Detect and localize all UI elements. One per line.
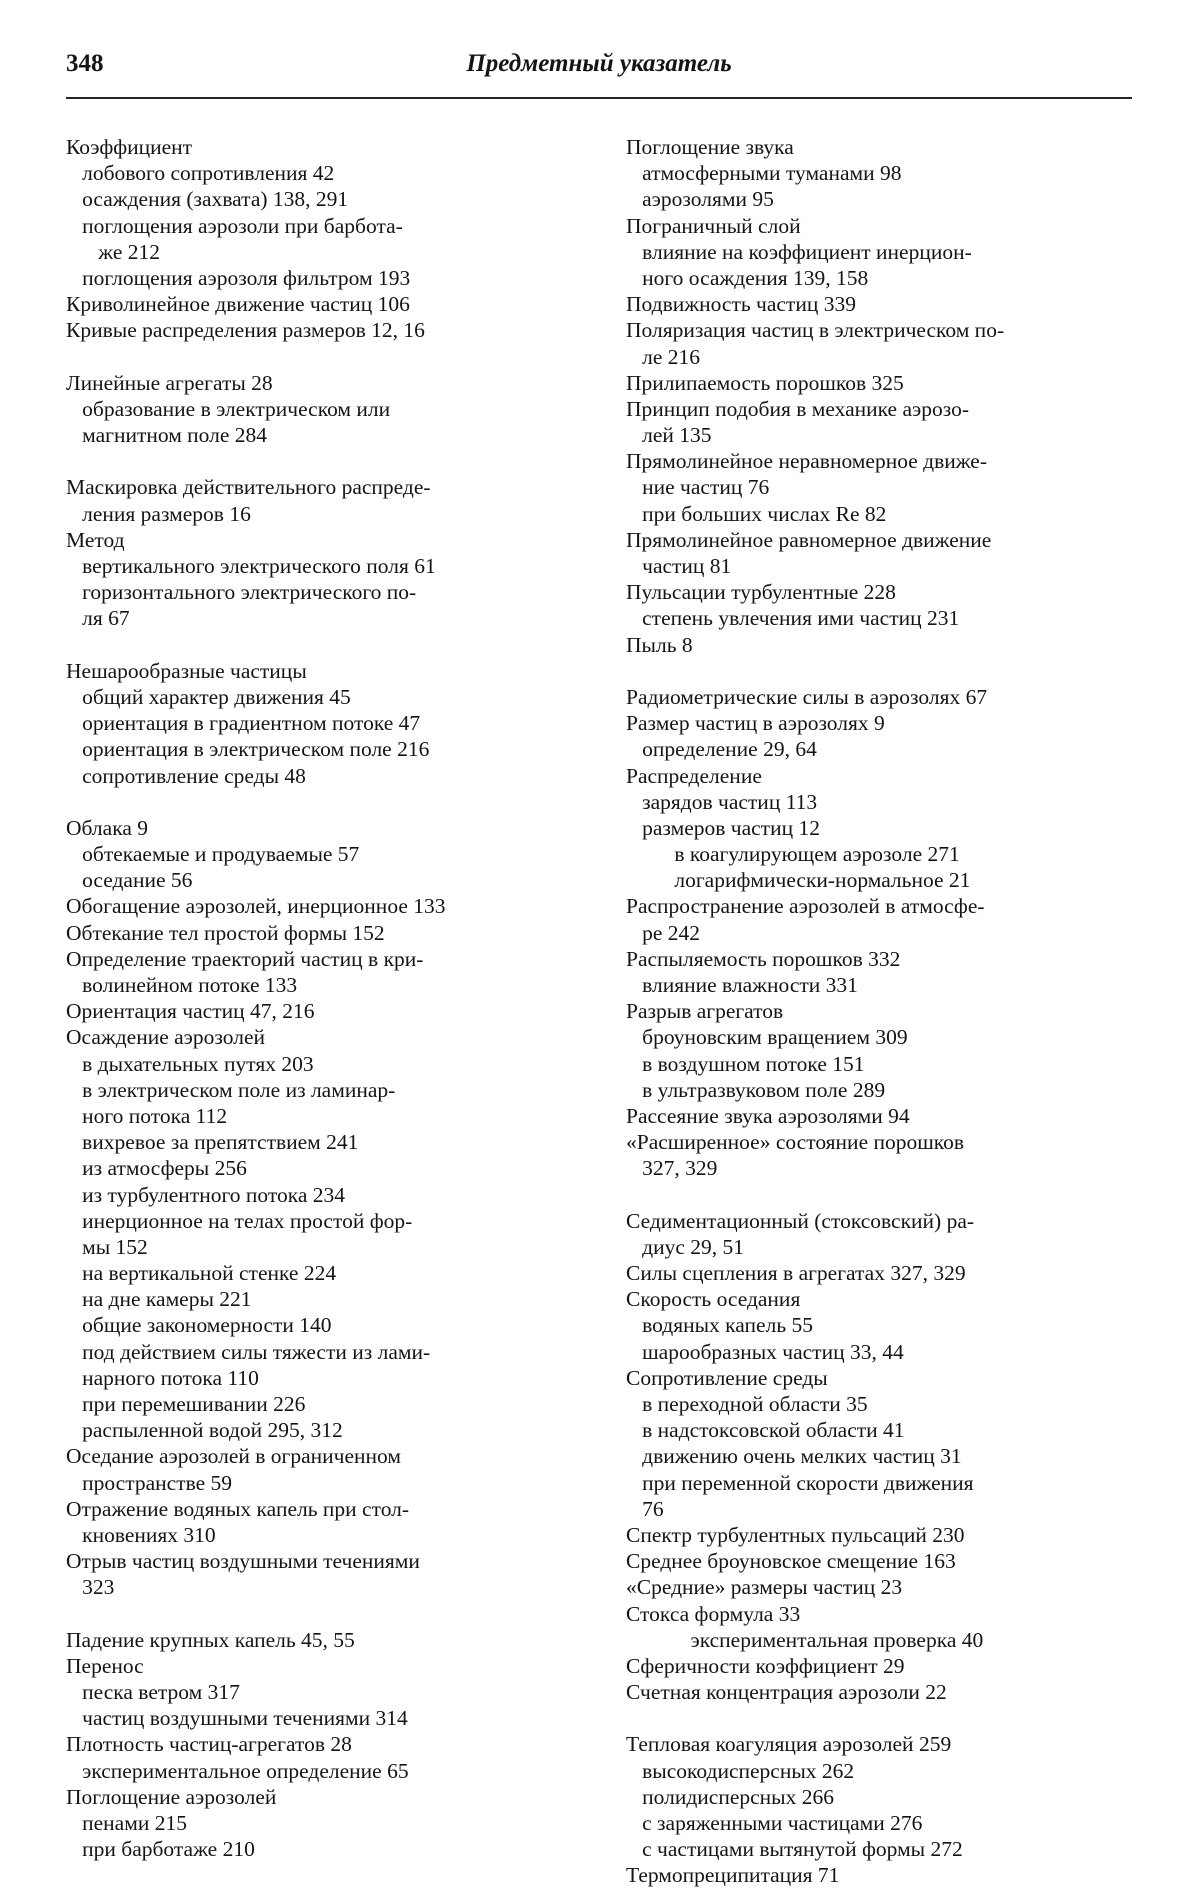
- index-subentry: лобового сопротивления 42: [66, 161, 335, 186]
- index-subentry: ориентация в электрическом поле 216: [66, 737, 430, 762]
- index-entry: Метод: [66, 527, 125, 552]
- index-subentry: высокодисперсных 262: [626, 1758, 855, 1783]
- index-entry: Размер частиц в аэрозолях 9: [626, 711, 885, 736]
- page-number: 348: [66, 50, 104, 77]
- index-subentry: ре 242: [626, 920, 701, 945]
- running-head: Предметный указатель: [466, 50, 732, 77]
- index-subentry: определение 29, 64: [626, 737, 817, 762]
- index-subentry: ние частиц 76: [626, 475, 770, 500]
- index-subentry: при перемешивании 226: [66, 1392, 306, 1416]
- index-subentry: на вертикальной стенке 224: [66, 1261, 337, 1286]
- index-entry: Прямолинейное равномерное движение: [626, 527, 992, 552]
- index-entry: Перенос: [66, 1653, 144, 1678]
- index-subentry: частиц воздушными течениями 314: [66, 1706, 408, 1731]
- index-entry: Сферичности коэффициент 29: [626, 1653, 905, 1678]
- index-subentry: пространстве 59: [66, 1470, 233, 1495]
- index-subentry: аэрозолями 95: [626, 187, 774, 212]
- index-entry: Подвижность частиц 339: [626, 292, 856, 317]
- section-gap: [66, 1601, 596, 1627]
- index-subentry: пенами 215: [66, 1811, 187, 1835]
- section-gap: [66, 448, 596, 474]
- index-subentry: на дне камеры 221: [66, 1287, 252, 1312]
- section-gap: [626, 658, 1146, 684]
- index-subentry: влияние влажности 331: [626, 973, 858, 997]
- index-entry: Криволинейное движение частиц 106: [66, 292, 410, 317]
- index-subentry: в переходной области 35: [626, 1392, 868, 1416]
- index-subentry: зарядов частиц 113: [626, 789, 818, 814]
- section-gap: [66, 344, 596, 370]
- index-subentry: частиц 81: [626, 554, 732, 578]
- index-entry: Облака 9: [66, 815, 148, 840]
- section-gap: [626, 1182, 1146, 1208]
- index-subentry: поглощения аэрозоли при барбота-: [66, 213, 403, 238]
- index-entry: Тепловая коагуляция аэрозолей 259: [626, 1732, 952, 1757]
- index-subentry: броуновским вращением 309: [626, 1025, 908, 1050]
- index-subentry: горизонтального электрического по-: [66, 580, 417, 605]
- index-entry: Термопреципитация 71: [626, 1863, 840, 1888]
- index-subentry: в электрическом поле из ламинар-: [66, 1077, 396, 1102]
- index-subentry: шарообразных частиц 33, 44: [626, 1339, 904, 1364]
- index-subentry: инерционное на телах простой фор-: [66, 1208, 413, 1233]
- index-entry: Пограничный слой: [626, 213, 801, 238]
- index-entry: Рассеяние звука аэрозолями 94: [626, 1103, 910, 1128]
- index-entry: Маскировка действительного распреде-: [66, 475, 431, 500]
- index-subentry: распыленной водой 295, 312: [66, 1418, 343, 1443]
- index-subentry: образование в электрическом или: [66, 396, 391, 421]
- index-subentry: ле 216: [626, 344, 701, 369]
- index-subentry: экспериментальная проверка 40: [626, 1627, 984, 1652]
- index-subentry: мы 152: [66, 1234, 148, 1259]
- index-entry: Спектр турбулентных пульсаций 230: [626, 1522, 965, 1547]
- section-gap: [626, 1705, 1146, 1731]
- index-subentry: в воздушном потоке 151: [626, 1051, 865, 1076]
- index-entry: Отрыв частиц воздушными течениями: [66, 1549, 420, 1574]
- index-subentry: оседание 56: [66, 868, 193, 893]
- index-entry: Радиометрические силы в аэрозолях 67: [626, 684, 988, 709]
- index-subentry: при переменной скорости движения: [626, 1470, 974, 1495]
- index-subentry: общий характер движения 45: [66, 684, 351, 709]
- index-entry: Прилипаемость порошков 325: [626, 370, 904, 395]
- index-entry: Распределение: [626, 763, 762, 788]
- index-subentry: лей 135: [626, 423, 712, 448]
- index-subentry: из атмосферы 256: [66, 1156, 247, 1181]
- index-subentry: ного потока 112: [66, 1103, 228, 1128]
- index-subentry: же 212: [66, 239, 160, 264]
- index-entry: Разрыв агрегатов: [626, 999, 784, 1024]
- index-subentry: с частицами вытянутой формы 272: [626, 1837, 963, 1862]
- index-entry: Силы сцепления в агрегатах 327, 329: [626, 1261, 966, 1286]
- index-subentry: нарного потока 110: [66, 1365, 259, 1390]
- index-entry: Обтекание тел простой формы 152: [66, 920, 385, 945]
- index-entry: Плотность частиц-агрегатов 28: [66, 1732, 352, 1757]
- index-entry: «Расширенное» состояние порошков: [626, 1130, 965, 1155]
- index-subentry: вертикального электрического поля 61: [66, 554, 436, 578]
- index-entry: Кривые распределения размеров 12, 16: [66, 318, 425, 343]
- index-entry: Стокса формула 33: [626, 1601, 801, 1626]
- index-subentry: движению очень мелких частиц 31: [626, 1444, 962, 1469]
- index-subentry: кновениях 310: [66, 1522, 216, 1547]
- index-subentry: общие закономерности 140: [66, 1313, 332, 1338]
- index-entry: Коэффициент: [66, 135, 193, 159]
- section-gap: [66, 632, 596, 658]
- index-entry: Обогащение аэрозолей, инерционное 133: [66, 894, 446, 919]
- index-subentry: в коагулирующем аэрозоле 271: [626, 842, 960, 867]
- index-subentry: размеров частиц 12: [626, 815, 820, 840]
- index-entry: Ориентация частиц 47, 216: [66, 999, 315, 1024]
- index-subentry: 323: [66, 1575, 115, 1600]
- index-entry: Среднее броуновское смещение 163: [626, 1549, 956, 1574]
- index-entry: Распыляемость порошков 332: [626, 946, 901, 971]
- index-subentry: степень увлечения ими частиц 231: [626, 606, 960, 631]
- index-subentry: экспериментальное определение 65: [66, 1758, 409, 1783]
- index-subentry: сопротивление среды 48: [66, 763, 306, 788]
- index-subentry: ориентация в градиентном потоке 47: [66, 711, 421, 736]
- index-subentry: из турбулентного потока 234: [66, 1182, 345, 1207]
- section-gap: [66, 789, 596, 815]
- index-subentry: в дыхательных путях 203: [66, 1051, 314, 1076]
- index-subentry: при больших числах Re 82: [626, 501, 887, 526]
- index-entry: Нешарообразные частицы: [66, 658, 307, 683]
- index-subentry: магнитном поле 284: [66, 423, 268, 448]
- index-entry: Принцип подобия в механике аэрозо-: [626, 396, 970, 421]
- page-header: [66, 50, 1132, 94]
- index-subentry: обтекаемые и продуваемые 57: [66, 842, 360, 867]
- index-subentry: 76: [626, 1496, 664, 1521]
- index-entry: Счетная концентрация аэрозоли 22: [626, 1680, 947, 1705]
- index-subentry: песка ветром 317: [66, 1680, 240, 1705]
- index-subentry: ного осаждения 139, 158: [626, 265, 869, 290]
- index-entry: Сопротивление среды: [626, 1365, 828, 1390]
- index-entry: Падение крупных капель 45, 55: [66, 1627, 355, 1652]
- index-subentry: в надстоксовской области 41: [626, 1418, 905, 1443]
- index-subentry: атмосферными туманами 98: [626, 161, 902, 186]
- index-entry: Линейные агрегаты 28: [66, 370, 273, 395]
- index-entry: «Средние» размеры частиц 23: [626, 1575, 903, 1600]
- index-subentry: в ультразвуковом поле 289: [626, 1077, 886, 1102]
- index-entry: Поглощение аэрозолей: [66, 1784, 277, 1809]
- index-entry: Оседание аэрозолей в ограниченном: [66, 1444, 401, 1469]
- index-entry: Определение траекторий частиц в кри-: [66, 946, 424, 971]
- index-entry: Скорость оседания: [626, 1287, 801, 1312]
- index-subentry: поглощения аэрозоля фильтром 193: [66, 265, 411, 290]
- index-entry: Прямолинейное неравномерное движе-: [626, 449, 988, 474]
- index-subentry: 327, 329: [626, 1156, 718, 1181]
- index-subentry: ля 67: [66, 606, 130, 631]
- index-subentry: логарифмически-нормальное 21: [626, 868, 971, 893]
- index-subentry: вихревое за препятствием 241: [66, 1130, 359, 1155]
- index-subentry: полидисперсных 266: [626, 1784, 834, 1809]
- index-entry: Седиментационный (стоксовский) ра-: [626, 1208, 975, 1233]
- index-column-right: [626, 134, 1146, 1889]
- index-subentry: влияние на коэффициент инерцион-: [626, 239, 972, 264]
- index-entry: Поглощение звука: [626, 135, 794, 159]
- index-entry: Поляризация частиц в электрическом по-: [626, 318, 1005, 343]
- index-subentry: под действием силы тяжести из лами-: [66, 1339, 431, 1364]
- index-subentry: с заряженными частицами 276: [626, 1811, 923, 1835]
- header-rule: [66, 97, 1132, 99]
- index-column-left: [66, 134, 596, 1862]
- index-entry: Отражение водяных капель при стол-: [66, 1496, 410, 1521]
- index-entry: Распространение аэрозолей в атмосфе-: [626, 894, 985, 919]
- index-subentry: диус 29, 51: [626, 1234, 744, 1259]
- index-subentry: осаждения (захвата) 138, 291: [66, 187, 349, 212]
- index-entry: Пульсации турбулентные 228: [626, 580, 896, 605]
- index-entry: Пыль 8: [626, 632, 693, 657]
- index-subentry: водяных капель 55: [626, 1313, 814, 1338]
- index-subentry: при барботаже 210: [66, 1837, 255, 1862]
- index-entry: Осаждение аэрозолей: [66, 1025, 266, 1050]
- index-subentry: ления размеров 16: [66, 501, 251, 526]
- index-subentry: волинейном потоке 133: [66, 973, 298, 997]
